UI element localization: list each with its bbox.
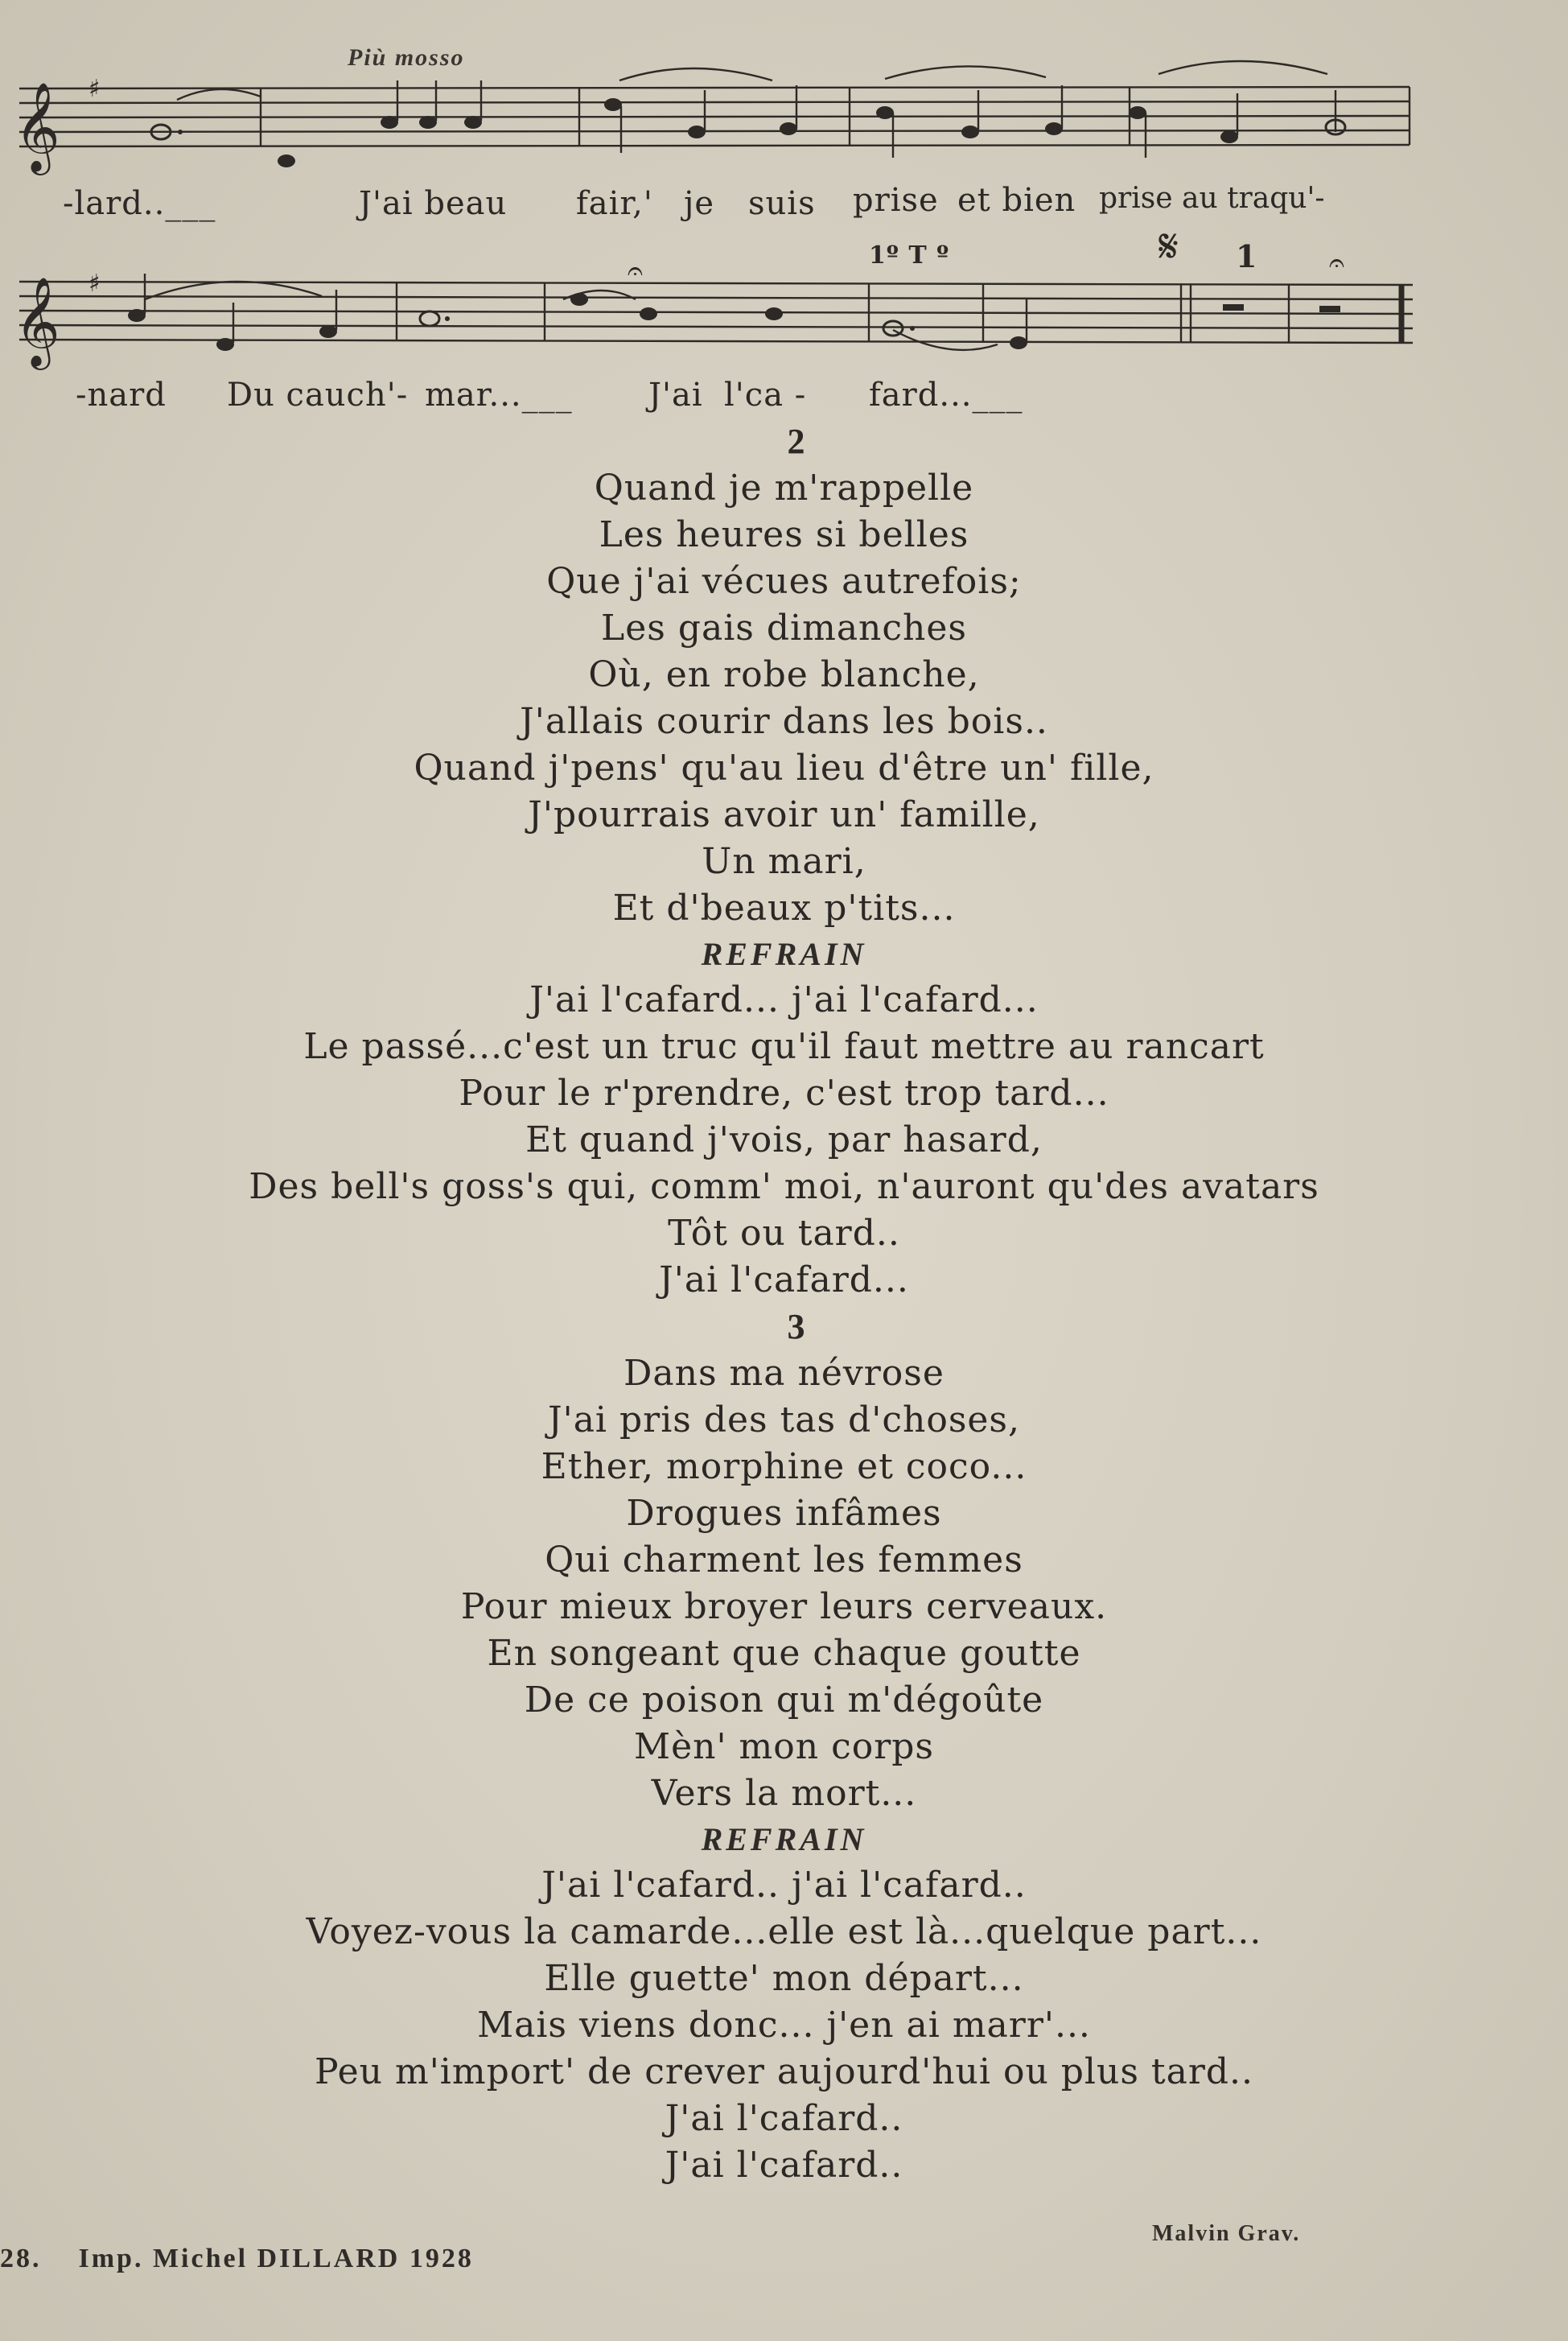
verse-line: En songeant que chaque goutte [487, 1633, 1081, 1674]
refrain-line: Voyez-vous la camarde...elle est là...quelque part... [306, 1911, 1262, 1952]
imprint-line [0, 2244, 474, 2274]
lyric-syllable: prise au traqu'- [1099, 182, 1325, 215]
ending-number: 1 [1236, 238, 1258, 274]
lyric-syllable: J'ai beau [359, 185, 508, 222]
segno-sign: 𝄋 [1159, 219, 1179, 274]
verse-line: Où, en robe blanche, [588, 654, 980, 695]
music-excerpt [0, 0, 1568, 418]
lyric-syllable: fard...___ [869, 377, 1023, 414]
lyric-syllable: et bien [957, 182, 1076, 219]
refrain-line: J'ai l'cafard.. [665, 2098, 903, 2139]
lyric-syllable: mar...___ [425, 377, 573, 414]
refrain-line: Tôt ou tard.. [668, 1213, 900, 1254]
lyric-syllable: J'ai [648, 377, 703, 414]
verse-line: J'pourrais avoir un' famille, [528, 794, 1040, 835]
svg-text:𝄐: 𝄐 [1329, 247, 1344, 279]
verse-line: Les heures si belles [599, 514, 969, 555]
verse-line: J'ai pris des tas d'choses, [547, 1399, 1021, 1440]
engraver-credit: Malvin Grav. [1152, 2221, 1301, 2246]
refrain-line: Des bell's goss's qui, comm' moi, n'auront qu'des avatars [249, 1166, 1319, 1207]
verse-line: Dans ma névrose [623, 1353, 945, 1394]
refrain-line: Pour le r'prendre, c'est trop tard... [459, 1073, 1109, 1114]
svg-text:♯: ♯ [88, 270, 101, 298]
volta-label: 1º T º [869, 241, 950, 270]
verse-line: Quand j'pens' qu'au lieu d'être un' fille, [414, 748, 1154, 789]
refrain-line: J'ai l'cafard.. [665, 2145, 903, 2186]
refrain-line: Le passé...c'est un truc qu'il faut mettre au rancart [303, 1026, 1265, 1067]
refrain-line: Et quand j'vois, par hasard, [525, 1119, 1043, 1160]
refrain-label: REFRAIN [701, 1821, 867, 1857]
verse-line: Ether, morphine et coco... [541, 1446, 1027, 1487]
printer-credit: Imp. Michel DILLARD 1928 [78, 2244, 474, 2273]
verse-line: Et d'beaux p'tits... [612, 888, 956, 929]
lyric-syllable: -lard..___ [63, 185, 216, 222]
refrain-line: J'ai l'cafard... j'ai l'cafard... [529, 979, 1039, 1020]
refrain-label: REFRAIN [701, 936, 867, 972]
verse-line: Les gais dimanches [601, 608, 967, 649]
verse-line: Qui charment les femmes [545, 1539, 1023, 1581]
refrain-line: Elle guette' mon départ... [544, 1958, 1024, 1999]
plate-number: 28. [0, 2244, 42, 2273]
refrain-line: J'ai l'cafard... [659, 1259, 909, 1300]
refrain-line: Peu m'import' de crever aujourd'hui ou plus tard.. [315, 2051, 1253, 2092]
verse-line: Mèn' mon corps [634, 1726, 934, 1767]
verse-line: Vers la mort... [651, 1773, 917, 1814]
svg-text:𝄞: 𝄞 [14, 81, 60, 171]
verse-line: Quand je m'rappelle [594, 468, 974, 509]
svg-text:𝄐: 𝄐 [628, 255, 643, 287]
verse-line: Pour mieux broyer leurs cerveaux. [460, 1586, 1108, 1627]
lyric-syllable: -nard [76, 377, 167, 414]
verse-line: Un mari, [702, 841, 866, 882]
lyric-syllable: fair,' [576, 185, 653, 222]
lyric-syllable: prise [853, 182, 939, 219]
verse-number: 2 [787, 422, 805, 461]
verse-line: De ce poison qui m'dégoûte [524, 1680, 1044, 1721]
lyric-syllable: l'ca - [724, 377, 807, 414]
lyric-syllable: je [684, 185, 715, 222]
verse-number: 3 [787, 1307, 805, 1346]
refrain-line: J'ai l'cafard.. j'ai l'cafard.. [541, 1865, 1027, 1906]
svg-text:♯: ♯ [88, 75, 101, 103]
refrain-line: Mais viens donc... j'en ai marr'... [477, 2005, 1091, 2046]
verse-line: Drogues infâmes [626, 1493, 942, 1534]
lyrics-verses [0, 418, 1568, 2189]
lyric-syllable: suis [748, 185, 816, 222]
verse-line: J'allais courir dans les bois.. [520, 701, 1048, 742]
lyric-syllable: Du cauch'- [227, 377, 409, 414]
svg-text:𝄞: 𝄞 [14, 276, 60, 366]
verse-line: Que j'ai vécues autrefois; [546, 561, 1022, 602]
tempo-marking: Più mosso [348, 44, 465, 71]
